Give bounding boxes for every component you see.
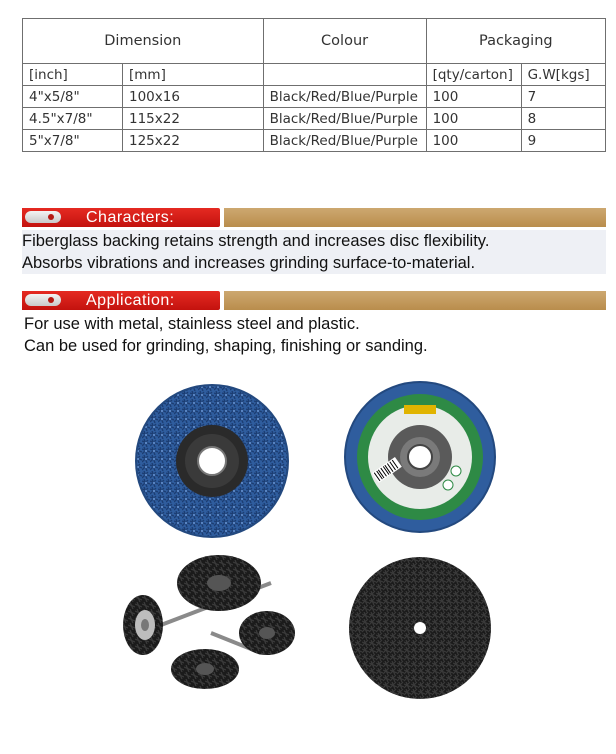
unit-inch: [inch]	[23, 64, 123, 86]
characters-text	[22, 230, 606, 274]
characters-header-bar	[22, 208, 606, 227]
header-packaging: Packaging	[426, 19, 605, 64]
black-disc-drill-assembly-icon	[121, 553, 299, 691]
table-row	[23, 130, 606, 152]
header-dimension: Dimension	[23, 19, 264, 64]
spec-table	[22, 18, 606, 152]
cell-gw: 7	[521, 86, 605, 108]
characters-line: Fiberglass backing retains strength and increases disc flexibility.	[22, 232, 490, 250]
application-red-tab	[22, 291, 220, 310]
cell-colour: Black/Red/Blue/Purple	[263, 108, 426, 130]
cell-inch: 5"x7/8"	[23, 130, 123, 152]
application-line: Can be used for grinding, shaping, finishing or sanding.	[24, 337, 428, 355]
unit-gw: G.W[kgs]	[521, 64, 605, 86]
characters-title: Characters:	[86, 209, 175, 226]
blue-abrasive-disc-icon	[134, 383, 290, 539]
cell-gw: 8	[521, 108, 605, 130]
blue-disc-green-label-icon	[344, 381, 496, 533]
cell-inch: 4.5"x7/8"	[23, 108, 123, 130]
characters-red-tab	[22, 208, 220, 227]
application-header-bar	[22, 291, 606, 310]
application-text	[22, 313, 428, 357]
table-row	[23, 108, 606, 130]
application-title: Application:	[86, 292, 175, 309]
cell-mm: 100x16	[123, 86, 264, 108]
pill-icon	[25, 211, 61, 223]
table-header-row	[23, 19, 606, 64]
unit-colour	[263, 64, 426, 86]
unit-mm: [mm]	[123, 64, 264, 86]
cell-colour: Black/Red/Blue/Purple	[263, 86, 426, 108]
header-colour: Colour	[263, 19, 426, 64]
pill-icon	[25, 294, 61, 306]
cell-gw: 9	[521, 130, 605, 152]
cell-inch: 4"x5/8"	[23, 86, 123, 108]
cell-mm: 125x22	[123, 130, 264, 152]
cell-colour: Black/Red/Blue/Purple	[263, 130, 426, 152]
unit-qty: [qty/carton]	[426, 64, 521, 86]
characters-gold-bar	[224, 208, 606, 227]
cell-qty: 100	[426, 130, 521, 152]
black-abrasive-disc-icon	[348, 556, 492, 700]
application-gold-bar	[224, 291, 606, 310]
table-units-row	[23, 64, 606, 86]
cell-qty: 100	[426, 108, 521, 130]
table-row	[23, 86, 606, 108]
cell-mm: 115x22	[123, 108, 264, 130]
characters-line: Absorbs vibrations and increases grinding surface-to-material.	[22, 254, 476, 272]
application-line: For use with metal, stainless steel and plastic.	[24, 315, 360, 333]
cell-qty: 100	[426, 86, 521, 108]
